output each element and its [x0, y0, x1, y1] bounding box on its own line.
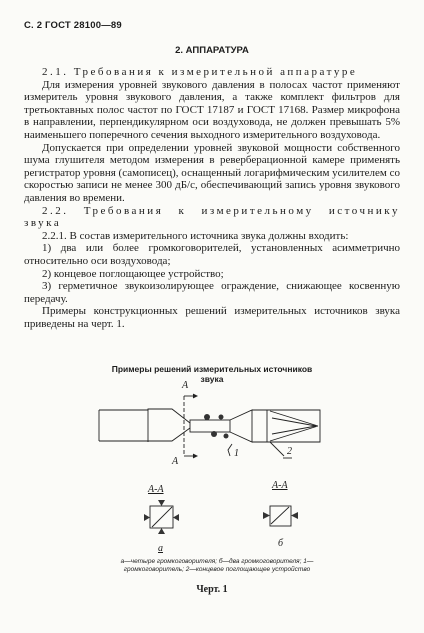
- duct-left-bottom: [99, 428, 190, 441]
- clause-2-1-title: 2.1. Требования к измерительной аппаратуре: [42, 66, 358, 78]
- loudspeakers: [204, 414, 229, 439]
- page-header: С. 2 ГОСТ 28100—89: [24, 20, 122, 31]
- clause-2-2-1: 2.2.1. В состав измерительного источника звука должны входить:: [42, 229, 349, 242]
- leader-2: [270, 442, 284, 456]
- section-a-left-label: А-А: [148, 484, 164, 495]
- leader-1: [228, 444, 232, 456]
- diffuser: [230, 410, 252, 442]
- section-b-square: [270, 506, 291, 526]
- label-2: 2: [287, 446, 292, 457]
- list-item-3: 3) герметичное звукоизолирующее ограждение, снижающее косвенную передачу.: [24, 280, 400, 305]
- clause-2-2-title: 2.2. Требования к измерительному источнику звука: [24, 204, 400, 230]
- figure-title-line1: Примеры решений измерительных источников: [111, 364, 313, 374]
- figure-caption: а—четыре громкоговорителя; б—два громкоговорителя; 1—громкоговоритель; 2—концевое поглощающее устройство: [120, 558, 314, 573]
- figure-title-line2: звука: [200, 374, 224, 384]
- right-collar: [252, 410, 267, 442]
- list-item-2: 2) концевое поглощающее устройство;: [42, 267, 224, 280]
- section-mark-top: А: [182, 380, 189, 391]
- examples-note: Примеры конструкционных решений измерительных источников звука приведены на черт. 1.: [24, 305, 400, 330]
- section-a-right-label: А-А: [272, 480, 288, 491]
- subfigure-b-label: б: [278, 538, 284, 549]
- duct-left: [99, 409, 190, 423]
- section-mark-bottom: А: [172, 456, 179, 467]
- absorber-wedges: [270, 411, 318, 441]
- section-title: 2. АППАРАТУРА: [175, 45, 249, 56]
- clause-2-1-extra: Допускается при определении уровней звуковой мощности собственного шума глушителя методом измерения в реверберационной камере применять регистратор уровня (самописец), оснащенный логарифмическим усилителем со скоростью записи не менее 300 дБ/с, обеспечивающий запись уровня звукового давления во времени.: [24, 141, 400, 204]
- label-1: 1: [234, 448, 239, 459]
- figure-number: Черт. 1: [196, 584, 228, 595]
- throat-body: [190, 420, 230, 432]
- clause-2-1-text: Для измерения уровней звукового давления в полосах частот применяют измеритель уровня звукового давления, а также комплект фильтров для третьоктавных полос частот по ГОСТ 17187 и ГОСТ 17168. Размер микрофона в направлении, перпендикулярном оси воздуховода, не должен превышать 5% наименьшего поперечного сечения выходного измерительного воздуховода.: [24, 78, 400, 141]
- absorber-body: [267, 410, 320, 442]
- list-item-1: 1) два или более громкоговорителей, установленных асимметрично относительно оси воздуховода;: [24, 242, 400, 267]
- subfigure-a-label: а: [158, 543, 163, 554]
